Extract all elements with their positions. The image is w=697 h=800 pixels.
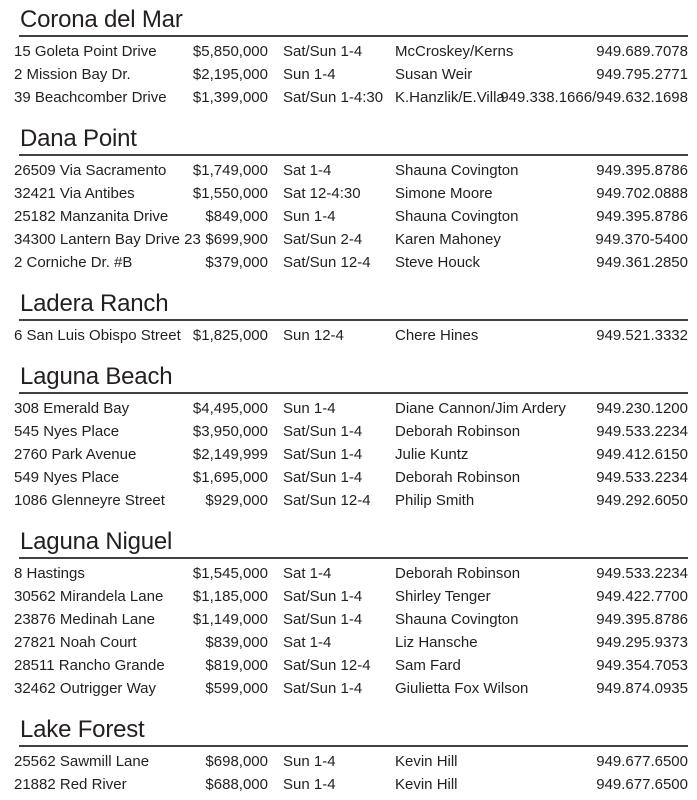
listing-agent: Diane Cannon/Jim Ardery: [395, 400, 566, 417]
listing-time: Sat 1-4: [283, 162, 332, 179]
listing-time: Sat/Sun 1-4: [283, 680, 363, 697]
listing-row: [14, 397, 688, 420]
listing-agent: Shirley Tenger: [395, 588, 491, 605]
listing-phone: 949.395.8786: [596, 611, 688, 628]
listing-time: Sat/Sun 12-4: [283, 492, 371, 509]
listing-agent: Giulietta Fox Wilson: [395, 680, 529, 697]
listing-time: Sat/Sun 1-4: [283, 588, 363, 605]
listing-agent: Deborah Robinson: [395, 565, 521, 582]
listing-row: [14, 324, 688, 347]
listing-phone: 949.412.6150: [596, 446, 688, 463]
listing-row: [14, 63, 688, 86]
section-rows: [14, 37, 688, 109]
listing-price: $698,000: [205, 753, 268, 770]
listing-time: Sat/Sun 12-4: [283, 657, 371, 674]
listing-address: 6 San Luis Obispo Street: [14, 327, 181, 344]
listing-time: Sat/Sun 1-4:30: [283, 89, 384, 106]
listing-agent: Susan Weir: [395, 66, 473, 83]
listing-address: 34300 Lantern Bay Drive 23: [14, 231, 201, 248]
listing-price: $2,149,999: [192, 446, 268, 463]
listing-row: [14, 443, 688, 466]
listing-row: [14, 750, 688, 773]
city-section: [14, 290, 688, 347]
listing-agent: Kevin Hill: [395, 776, 458, 793]
listing-address: 32421 Via Antibes: [14, 185, 135, 202]
listing-time: Sun 1-4: [283, 753, 336, 770]
listing-price: $5,850,000: [192, 43, 268, 60]
listing-address: 26509 Via Sacramento: [14, 162, 167, 179]
listing-price: $819,000: [205, 657, 268, 674]
listing-row: [14, 631, 688, 654]
listing-address: 549 Nyes Place: [14, 469, 120, 486]
listing-time: Sat/Sun 12-4: [283, 254, 371, 271]
listing-row: [14, 466, 688, 489]
listing-agent: Simone Moore: [395, 185, 493, 202]
listing-price: $1,550,000: [192, 185, 268, 202]
listing-price: $688,000: [205, 776, 268, 793]
city-section: [14, 6, 688, 109]
listing-price: $1,545,000: [192, 565, 268, 582]
listing-price: $599,000: [205, 680, 268, 697]
listing-agent: Julie Kuntz: [395, 446, 469, 463]
listing-time: Sat 1-4: [283, 634, 332, 651]
listing-address: 2760 Park Avenue: [14, 446, 137, 463]
section-title: Laguna Niguel: [19, 528, 688, 559]
listing-row: [14, 677, 688, 700]
listing-phone: 949.533.2234: [596, 469, 688, 486]
listing-phone: 949.361.2850: [596, 254, 688, 271]
listing-price: $1,149,000: [192, 611, 268, 628]
section-rows: [14, 394, 688, 512]
listing-time: Sun 1-4: [283, 66, 336, 83]
listing-phone: 949.338.1666/949.632.1698: [500, 89, 688, 106]
listing-address: 28511 Rancho Grande: [14, 657, 165, 674]
listing-phone: 949.292.6050: [596, 492, 688, 509]
listing-time: Sat 1-4: [283, 565, 332, 582]
listing-price: $4,495,000: [192, 400, 268, 417]
listing-address: 8 Hastings: [14, 565, 85, 582]
listing-row: [14, 182, 688, 205]
listing-price: $1,695,000: [192, 469, 268, 486]
listing-row: [14, 159, 688, 182]
listing-address: 23876 Medinah Lane: [14, 611, 155, 628]
listing-time: Sat/Sun 1-4: [283, 469, 363, 486]
listing-row: [14, 86, 688, 109]
listing-phone: 949.702.0888: [596, 185, 688, 202]
listing-price: $839,000: [205, 634, 268, 651]
listing-phone: 949.395.8786: [596, 208, 688, 225]
listing-phone: 949.533.2234: [596, 565, 688, 582]
section-title: Corona del Mar: [19, 6, 688, 37]
listing-phone: 949.677.6500: [596, 753, 688, 770]
listing-price: $849,000: [205, 208, 268, 225]
section-rows: [14, 321, 688, 347]
listing-price: $2,195,000: [192, 66, 268, 83]
listing-phone: 949.533.2234: [596, 423, 688, 440]
listing-agent: Sam Fard: [395, 657, 461, 674]
listing-agent: Deborah Robinson: [395, 469, 521, 486]
section-title: Ladera Ranch: [19, 290, 688, 321]
listing-time: Sun 1-4: [283, 776, 336, 793]
section-title: Dana Point: [19, 125, 688, 156]
listing-address: 30562 Mirandela Lane: [14, 588, 164, 605]
listing-agent: Deborah Robinson: [395, 423, 521, 440]
listing-row: [14, 420, 688, 443]
listing-phone: 949.422.7700: [596, 588, 688, 605]
city-section: [14, 125, 688, 274]
listing-address: 27821 Noah Court: [14, 634, 137, 651]
listing-address: 2 Corniche Dr. #B: [14, 254, 133, 271]
listing-row: [14, 608, 688, 631]
listing-time: Sat/Sun 1-4: [283, 423, 363, 440]
listing-phone: 949.677.6500: [596, 776, 688, 793]
listing-agent: Karen Mahoney: [395, 231, 501, 248]
listing-row: [14, 489, 688, 512]
listing-address: 25562 Sawmill Lane: [14, 753, 150, 770]
listing-row: [14, 251, 688, 274]
listing-agent: Kevin Hill: [395, 753, 458, 770]
listing-agent: Shauna Covington: [395, 611, 519, 628]
city-section: [14, 716, 688, 796]
listing-price: $1,825,000: [192, 327, 268, 344]
listing-phone: 949.689.7078: [596, 43, 688, 60]
listing-address: 308 Emerald Bay: [14, 400, 130, 417]
listing-row: [14, 585, 688, 608]
listing-phone: 949.874.0935: [596, 680, 688, 697]
listing-phone: 949.295.9373: [596, 634, 688, 651]
listing-time: Sun 12-4: [283, 327, 344, 344]
listing-price: $1,749,000: [192, 162, 268, 179]
listing-row: [14, 773, 688, 796]
listing-row: [14, 562, 688, 585]
listing-phone: 949.395.8786: [596, 162, 688, 179]
section-rows: [14, 156, 688, 274]
section-rows: [14, 747, 688, 796]
listing-agent: K.Hanzlik/E.Villa: [395, 89, 505, 106]
listing-phone: 949.795.2771: [596, 66, 688, 83]
listing-price: $699,900: [205, 231, 268, 248]
listing-price: $379,000: [205, 254, 268, 271]
listing-time: Sat/Sun 1-4: [283, 43, 363, 60]
listing-agent: Philip Smith: [395, 492, 475, 509]
listing-agent: Chere Hines: [395, 327, 479, 344]
listing-address: 2 Mission Bay Dr.: [14, 66, 131, 83]
listing-address: 21882 Red River: [14, 776, 127, 793]
listing-agent: Shauna Covington: [395, 208, 519, 225]
listing-address: 15 Goleta Point Drive: [14, 43, 157, 60]
listing-price: $929,000: [205, 492, 268, 509]
listing-row: [14, 40, 688, 63]
listing-time: Sat 12-4:30: [283, 185, 361, 202]
listing-time: Sun 1-4: [283, 208, 336, 225]
listing-row: [14, 228, 688, 251]
listing-time: Sat/Sun 2-4: [283, 231, 363, 248]
listing-price: $3,950,000: [192, 423, 268, 440]
listing-row: [14, 654, 688, 677]
section-rows: [14, 559, 688, 700]
listing-agent: McCroskey/Kerns: [395, 43, 514, 60]
listing-address: 32462 Outrigger Way: [14, 680, 157, 697]
city-section: [14, 363, 688, 512]
listing-agent: Shauna Covington: [395, 162, 519, 179]
listing-address: 25182 Manzanita Drive: [14, 208, 169, 225]
listing-price: $1,185,000: [192, 588, 268, 605]
listing-price: $1,399,000: [192, 89, 268, 106]
listing-address: 39 Beachcomber Drive: [14, 89, 167, 106]
listing-agent: Liz Hansche: [395, 634, 478, 651]
listing-time: Sat/Sun 1-4: [283, 446, 363, 463]
listing-row: [14, 205, 688, 228]
listing-address: 1086 Glenneyre Street: [14, 492, 165, 509]
listing-phone: 949.354.7053: [596, 657, 688, 674]
listing-phone: 949.521.3332: [596, 327, 688, 344]
listing-phone: 949.370-5400: [595, 231, 688, 248]
section-title: Laguna Beach: [19, 363, 688, 394]
listing-agent: Steve Houck: [395, 254, 481, 271]
city-section: [14, 528, 688, 700]
listing-time: Sun 1-4: [283, 400, 336, 417]
listing-time: Sat/Sun 1-4: [283, 611, 363, 628]
listing-phone: 949.230.1200: [596, 400, 688, 417]
listings-document: [14, 6, 688, 796]
listing-address: 545 Nyes Place: [14, 423, 120, 440]
section-title: Lake Forest: [19, 716, 688, 747]
